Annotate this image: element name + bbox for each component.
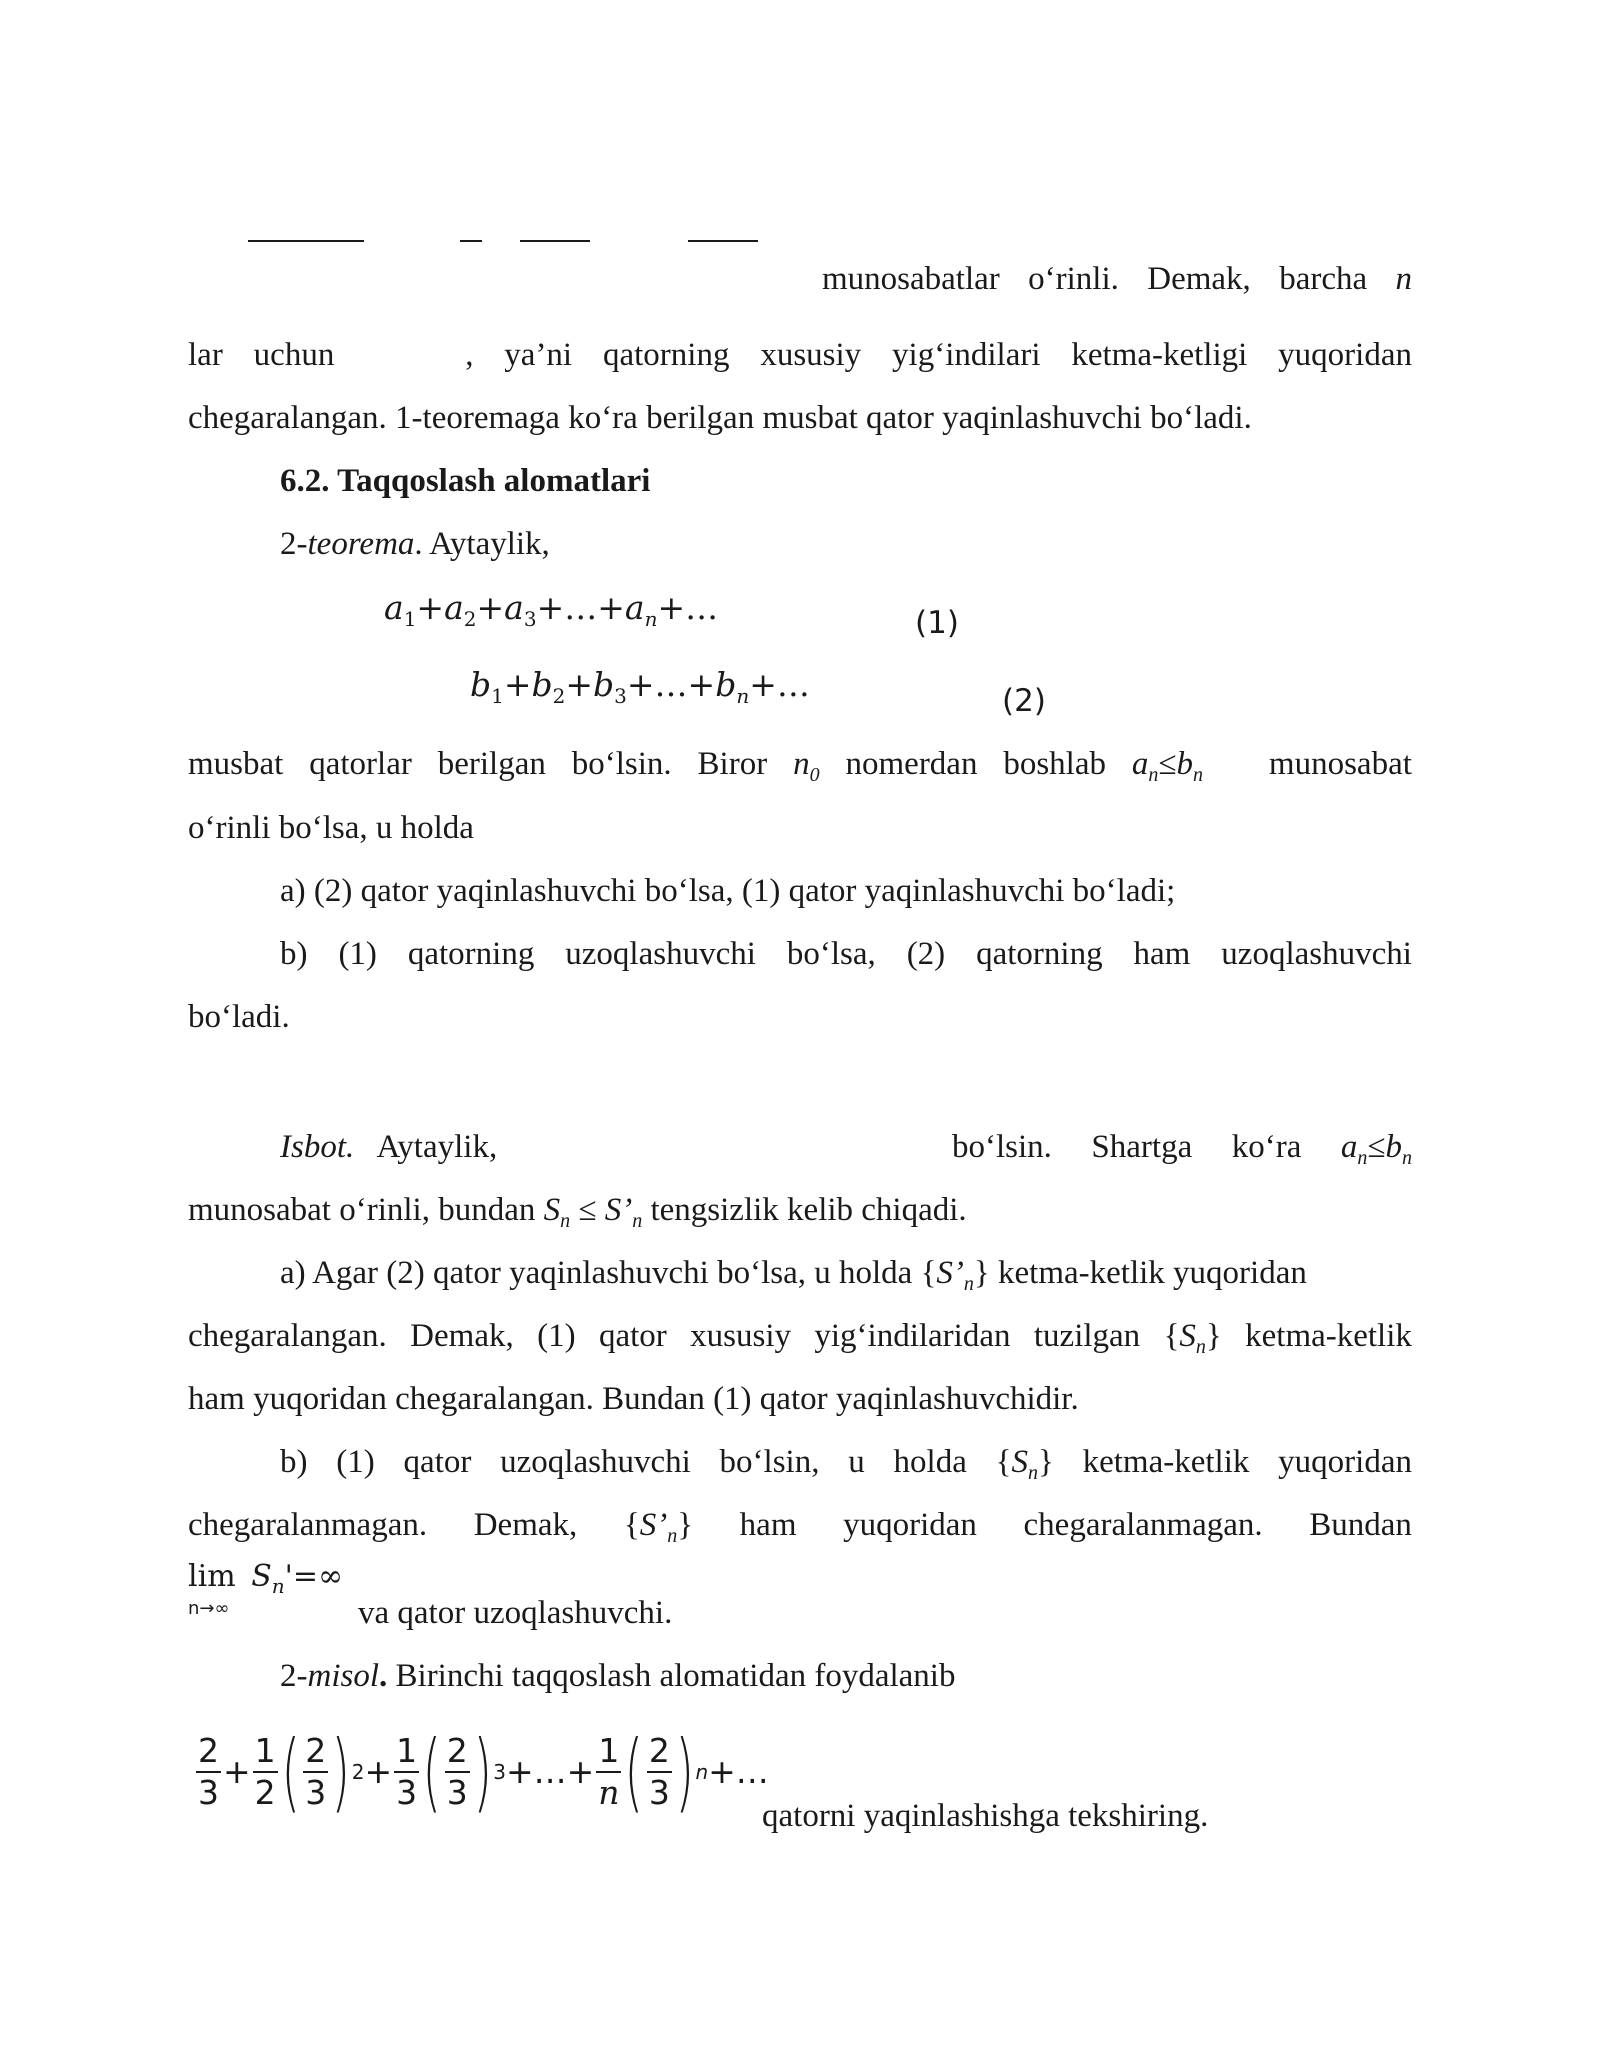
text-line: o‘rinli bo‘lsa, u holda [188, 810, 474, 846]
limit-formula: $\lim S_n'=\infty$ [188, 1559, 344, 1598]
text-line: bo‘ladi. [188, 999, 290, 1035]
math-inequality: $a_n\le b_n$ [1340, 1129, 1412, 1169]
word: berilgan [437, 746, 546, 782]
theorem-item-b: b) (1) qatorning uzoqlashuvchi bo‘lsa, (2) qatorning ham uzoqlashuvchi [280, 936, 1412, 972]
word: yuqoridan [1278, 337, 1412, 373]
formula-rule [460, 240, 482, 242]
proof-line: chegaralanmagan. Demak, $\{S’_n\}$ ham yuqoridan chegaralanmagan. Bundan [188, 1507, 1412, 1547]
word: uchun [253, 337, 335, 373]
proof-line: a) Agar (2) qator yaqinlashuvchi bo‘lsa, u holda $\{S’_n\}$ ketma-ketlik yuqoridan [280, 1255, 1307, 1295]
text-line [188, 335, 1412, 375]
text-line [188, 744, 1412, 784]
series-equation-1: $a_1+a_2+a_3+\dots+a_n+\dots$ [384, 588, 719, 631]
section-heading: 6.2. Taqqoslash alomatlari [280, 463, 651, 499]
theorem-word: teorema [307, 526, 415, 562]
word: boshlab [1003, 746, 1107, 782]
proof-line: chegaralangan. Demak, (1) qator xususiy yig‘indilaridan tuzilgan $\{S_n\}$ ketma-ketlik [188, 1318, 1412, 1358]
text-line: chegaralangan. 1-teoremaga ko‘ra berilgan musbat qator yaqinlashuvchi bo‘ladi. [188, 400, 1252, 436]
equation-label: (1) [915, 605, 959, 641]
word: lar [188, 337, 223, 373]
proof-line: b) (1) qator uzoqlashuvchi bo‘lsin, u holda $\{S_n\}$ ketma-ketlik yuqoridan [280, 1444, 1412, 1484]
math-variable: n [1395, 261, 1412, 297]
word: barcha [1279, 261, 1368, 297]
lim-word: lim [188, 1559, 236, 1594]
word: bo‘lsin. [571, 746, 672, 782]
math-inequality: $a_n\le b_n$ [1131, 746, 1204, 786]
example-title: 2-misol. Birinchi taqqoslash alomatidan foydalanib [280, 1658, 956, 1694]
word: , [465, 337, 474, 373]
proof-label: Isbot. [280, 1129, 355, 1165]
theorem-number: 2- [280, 526, 308, 562]
math-n0: $n_0$ [793, 746, 820, 786]
proof-line: va qator uzoqlashuvchi. [358, 1595, 673, 1631]
word: xususiy [760, 337, 862, 373]
proof-line: ham yuqoridan chegaralangan. Bundan (1) qator yaqinlashuvchidir. [188, 1381, 1079, 1417]
theorem-item-a: a) (2) qator yaqinlashuvchi bo‘lsa, (1) qator yaqinlashuvchi bo‘ladi; [280, 873, 1176, 909]
limit-subscript: n→∞ [188, 1598, 230, 1619]
word: musbat [188, 746, 284, 782]
word: o‘rinli. [1028, 261, 1119, 297]
example-series-formula: $\frac{2}{3}$ + $\frac{1}{2}$ ( $\frac{2}{3}$ ) 2 + $\frac{1}{3}$ ( $\frac{2}{3}$ ) 3 +…+ $\frac{1}{n}$ ( $\frac{2}{3}$ ) n +… [198, 1722, 769, 1822]
formula-rule [688, 240, 758, 242]
series-equation-2: $b_1+b_2+b_3+\dots+b_n+\dots$ [470, 665, 810, 708]
word: ketma-ketligi [1071, 337, 1248, 373]
formula-rule [248, 240, 364, 242]
example-ending: qatorni yaqinlashishga tekshiring. [762, 1798, 1209, 1834]
theorem-title [280, 524, 550, 564]
word: Demak, [1147, 261, 1251, 297]
word: qatorlar [309, 746, 412, 782]
word: qatorning [602, 337, 730, 373]
word: munosabatlar [822, 261, 1000, 297]
word: ya’ni [504, 337, 573, 373]
equation-label: (2) [1002, 683, 1046, 719]
word: munosabat [1268, 746, 1412, 782]
word: Biror [697, 746, 768, 782]
text-line [822, 259, 1412, 299]
proof-line: bo‘lsin. Shartga ko‘ra $a_n\le b_n$ [952, 1129, 1412, 1169]
word: yig‘indilari [892, 337, 1041, 373]
word: nomerdan [845, 746, 978, 782]
proof-line: Isbot. Aytaylik, [280, 1129, 498, 1165]
proof-line: munosabat o‘rinli, bundan $S_n$ ≤ $S’_n$ tengsizlik kelib chiqadi. [188, 1192, 967, 1232]
theorem-tail: . Aytaylik, [414, 526, 550, 562]
formula-rule [520, 240, 590, 242]
